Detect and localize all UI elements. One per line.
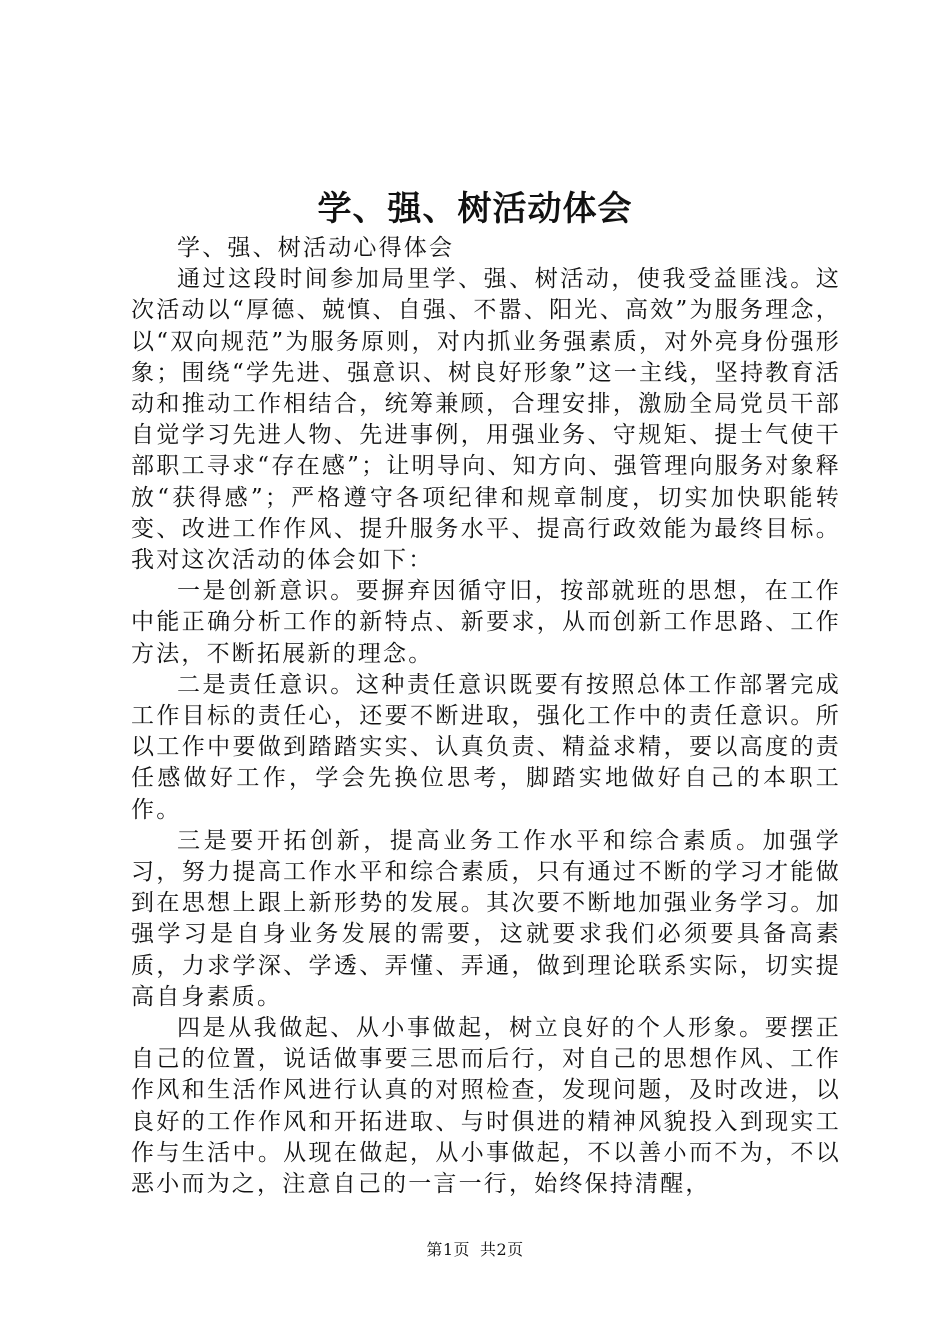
body-paragraph-intro: 通过这段时间参加局里学、强、树活动，使我受益匪浅。这次活动以“厚德、兢慎、自强、不嚣、阳光、高效”为服务理念，以“双向规范”为服务原则，对内抓业务强素质，对外亮身份强形象；围绕“学先进、强意识、树良好形象”这一主线，坚持教育活动和推动工作相结合，统筹兼顾，合理安排，激励全局党员干部自觉学习先进人物、先进事例，用强业务、守规矩、提士气使干部职工寻求“存在感”；让明导向、知方向、强管理向服务对象释放“获得感”；严格遵守各项纪律和规章制度，切实加快职能转变、改进工作作风、提升服务水平、提高行政效能为最终目标。我对这次活动的体会如下： <box>131 266 841 574</box>
page-total: 共2页 <box>480 1240 524 1259</box>
page-number: 第1页 <box>426 1240 470 1259</box>
body-paragraph-innovation: 一是创新意识。要摒弃因循守旧，按部就班的思想，在工作中能正确分析工作的新特点、新要求，从而创新工作思路、工作方法，不断拓展新的理念。 <box>131 578 841 667</box>
document-body <box>131 233 841 1200</box>
page-footer <box>0 1238 950 1262</box>
document-title: 学、强、树活动体会 <box>317 189 633 229</box>
body-paragraph-learning: 三是要开拓创新，提高业务工作水平和综合素质。加强学习，努力提高工作水平和综合素质，只有通过不断的学习才能做到在思想上跟上新形势的发展。其次要不断地加强业务学习。加强学习是自身业务发展的需要，这就要求我们必须要具备高素质，力求学深、学透、弄懂、弄通，做到理论联系实际，切实提高自身素质。 <box>131 827 841 1010</box>
body-paragraph-responsibility: 二是责任意识。这种责任意识既要有按照总体工作部署完成工作目标的责任心，还要不断进取，强化工作中的责任意识。所以工作中要做到踏踏实实、认真负责、精益求精，要以高度的责任感做好工作，学会先换位思考，脚踏实地做好自己的本职工作。 <box>131 671 841 823</box>
body-paragraph-self-image: 四是从我做起、从小事做起，树立良好的个人形象。要摆正自己的位置，说话做事要三思而后行，对自己的思想作风、工作作风和生活作风进行认真的对照检查，发现问题，及时改进，以良好的工作作风和开拓进取、与时俱进的精神风貌投入到现实工作与生活中。从现在做起，从小事做起，不以善小而不为，不以恶小而为之，注意自己的一言一行，始终保持清醒， <box>131 1015 841 1198</box>
document-subtitle: 学、强、树活动心得体会 <box>177 235 455 261</box>
